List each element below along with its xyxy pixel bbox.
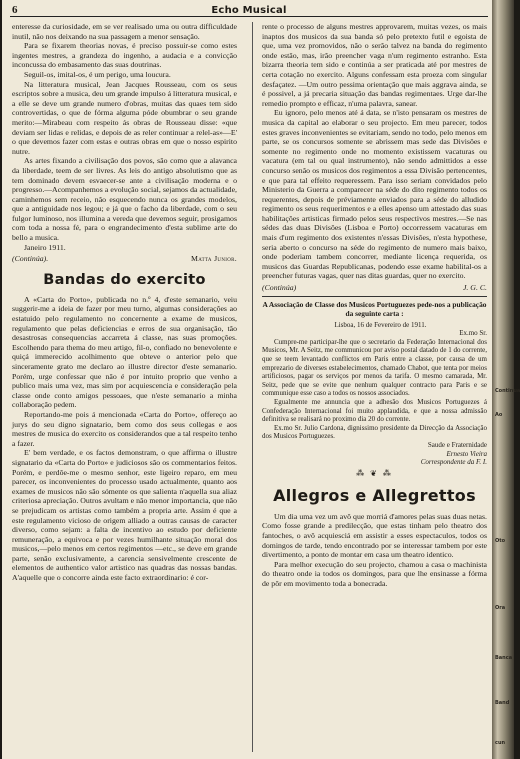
letter-signer: Ernesto Vieira (446, 449, 487, 458)
page-number: 6 (12, 4, 18, 16)
article-paragraph: Para se fixarem theorias novas, é preciso possuir-se como estes ingentes mestres, a grandeza do ingenho, a audacia e a convicção inconcussa do embasamento das suas doutrinas. (12, 41, 237, 70)
spine-text: Band (495, 700, 510, 706)
article-paragraph: Para melhor execução do seu projecto, chamou a casa o machinista do theatro onde ia todos os domingos, para que lhe ensinasse a fórma de pôr em movimento toda a bonecrada. (262, 559, 487, 588)
letter-paragraph: Egualmente me annuncia que a adhesão dos Musicos Portuguezes á Confederação Internacional foi muito applaudida, e que a nossa admissão definitiva se realisará no proximo dia 20 do corrente. (262, 397, 487, 424)
column-divider (252, 22, 253, 752)
adjacent-page-edge (492, 0, 520, 759)
continua-note: (Continúa). (12, 254, 49, 264)
article-paragraph: rente o processo de alguns mestres approvarem, muitas vezes, os mais inaptos dos musicos da sua banda só pelo pretexto futil e egoista de que, uma vez promovidos, não o serão talvez na banda do regimento onde estão, mas, irão preencher vaga n'um regimento estranho. Esta bizarra theoria tem sido e continúa a ser praticada até por mestres de certa cotação no exercito. Alguns confessam esta proeza com singular desfaçatez. —Um outro pessima orientação que mais aggrava ainda, se é possivel, a já precaria situação das bandas regimentaes. Urge dar-lhe remedio prompto e efficaz, n'uma palavra, sanear. (262, 22, 487, 108)
continua-note: (Continúa) (262, 283, 297, 293)
spine-text: Oto (495, 538, 506, 544)
spine-text: Banca (495, 655, 513, 661)
letter-paragraph: Cumpre-me participar-lhe que o secretario da Federação Internacional dos Musicos, Mr. A Seitz, me communicou por aviso postal datado de 1 do corrente, que se teem levantado conflictos em Paris entre a classe, por causa de um emprezario de diverses estabelecimentos, chamado Chabot, que tenta por meios artificiosos, pagar os serviços por menos da tarifa. O mesmo camarada, Mr. Seitz, pede que se evite que nenhum qualquer contracto para Paris e se communique esse caso a todos os nossos associados. (262, 337, 487, 398)
letter-date: Lisboa, 16 de Fevereiro de 1911. (334, 320, 427, 329)
newspaper-page (2, 0, 492, 759)
article-paragraph: Seguil-os, imital-os, é um perigo, uma loucura. (24, 69, 171, 79)
letter-closing: Saude e Fraternidade (427, 440, 487, 449)
article-paragraph: Na litteratura musical, Jean Jacques Rousseau, com os seus escriptos sobre a musica, deu um grande impulso á litteratura musical, e a elle se deve um grande numero d'obras, muitas das quaes tem sido controvertidas, o que de fórma alguma póde obumbrar o seu grande merito:—Mirabeau com respeito ás obras de Rousseau disse: «que deviam ser lidas e relidas, e depois de as reler continuar a relel-as»—E' o que devemos fazer com estas e outras obras em que o nosso espirito nutre. (12, 79, 237, 156)
letter-salutation: Ex.mo Sr. (459, 329, 487, 338)
author-initials: J. G. C. (462, 283, 487, 293)
allegros-title: Allegros e Allegrettos (273, 485, 476, 505)
bandas-title: Bandas do exercito (43, 271, 206, 288)
article-paragraph: As artes fixando a civilisação dos povos, são como que a alavanca da liberdade, teem de ser livres. As leis do antigo absolutismo que as tem dominado devem esvaecer-se ante a civilisação moderna e o progresso.—Acompanhemos a evolução social, sejamos da actualidade, caminhemos sem receio, não esquecendo nunca os grandes modelos, que a antiguidade nos legou; e já que o facho da liberdade, com o seu fulgor luminoso, nos illumina a vereda que devemos seguir, prosigamos com toda a nossa fé, para o engrandecimento d'esta sublime arte do bello a musica. (12, 156, 237, 243)
ornament-divider: ⁂ ❦ ⁂ (356, 468, 393, 478)
spine-text: Ora (495, 605, 506, 611)
article-paragraph: Eu ignoro, pelo menos até á data, se n'isto pensaram os mestres de musica da capital ao elaborar o seu projecto. Em meu parecer, todos estes graves inconvenientes se evitariam, sendo no todo, pelo menos em parte, se os concursos somente se abrissem mas sede das Divisões e somente no regimento onde no momento existissem vacaturas ou vacatura (em tal ou qual instrumento), não sendo admittidos a esse concurso senão os musicos dos regimentos a essa Divisão pertencentes, e que para tal effeito requeressem. Para isso seriam convidados pelo Ministerio da Guerra a comparecer na séde do dito regimento todos os requerentes, depois de préviamente enviados para a séde do alludido regimento os seus requerimentos e a elles apenso um attestado das suas habilitações artisticas firmado pelos seus respectivos mestres.—Se nas sédes das duas Divisões (Lisboa e Porto) occorressem vacaturas em mais d'um regimento dos existentes n'essas Divisões, n'esta hypothese, seria aberto o concurso na séde do regimento de numero mais baixo, onde poderiam tambem concorrer, mediante licença requerida, os musicos das Guardas Republicanas, podendo esse exame habilital-os a preencher futuras vagas, quer nas ditas guardas, quer no exercito. (262, 108, 487, 281)
article-signature (262, 283, 487, 293)
letter-signer-title: Correspondente da F. I. (420, 458, 487, 467)
section-rule (262, 296, 487, 297)
article-paragraph: E' bem verdade, e os factos demonstram, o que affirma o illustre signatario da «Carta do Porto» e judiciosos são os commentarios feitos. Porém, e perdôe-me o mesmo senhor, este ligeiro reparo, em meu parecer, os inconvenientes do processo usado actualmente, quanto aos exames de musicos não são sómente os que salienta n'aquella sua aliaz criteriosa apreciação. Outros avultam e não menor importancia, que não se prejudicam os artistas como também a propria arte. Assim é que a este regulamento vicioso de origem alliado a outras causas de caracter diverso, como sejam: a falta de incentivo ao estudo por deficiente remuneração, a equivoca e por vezes humilhante situação moral dos musicos,—pelo menos em certos regimentos —etc., se deve em grande parte, senão exclusivamente, a carencia sensivelmente crescente de elementos de authentico valor artistico nas quadras das nossas bandas. A'aquelle que o concorre ainda este facto extraordinario: é cor- (12, 448, 237, 583)
journal-title: Echo Musical (211, 5, 287, 16)
right-column (262, 22, 487, 588)
author-name: Matta Junior. (191, 254, 237, 264)
associacao-heading: A Associação de Classe dos Musicos Portuguezes pede-nos a publicação da seguinte carta : (262, 299, 487, 318)
article-date: Janeiro 1911. (24, 242, 66, 252)
spine-text: Ao (495, 412, 503, 418)
article-paragraph: Reportando-me pois á mencionada «Carta do Porto», offereço ao jurys do seu digno signatario, bem como dos seus collegas e aos mestres de musica do exercito os considerandos que a tal respeito tenho a fazer. (12, 409, 237, 448)
article-paragraph: A «Carta do Porto», publicada no n.º 4, d'este semanario, veiu suggerir-me a ideia de fazer por meu turno, algumas considerações ao estatuido pelo regulamento no concernente a exame de musicos, regulamento que pelas deficiencias e erros de sua organisação, tão desastrosas consequencias accarreta á classe, nas suas promoções. Escolhendo para thema do meu artigo, fil-o, confiado no benevolente e quiçá immerecido acolhimento que obteve o anterior pelo que sinceramente grato me declaro ao illustre director d'este semanario. Porém, urge confessar que não é por intuito proprio que venho a publico mais uma vez, mas sim por acquiescencia e consideração pela classe onde conto amigos pessoaes, que n'este semanario a minha collaboração pedem. (12, 294, 237, 410)
spine-text: cun (495, 740, 506, 746)
page-header (10, 4, 488, 17)
article-signature (12, 254, 237, 264)
left-column (12, 22, 237, 583)
letter-paragraph: Ex.mo Sr. Julio Cardona, dignissimo presidente da Direcção da Associação dos Musicos Portuguezes. (262, 423, 487, 441)
article-paragraph: Um dia uma vez um avô que morriá d'amores pelas suas duas netas. Como fosse grande a predilecção, que estas tinham pelo theatro dos fantoches, o avô acquiesciá em assistir a esses espectaculos, todos os domingos de tarde, tendo encontrado por se interessar tambem por este divertimento, a ponto de montar em casa um theatro identico. (262, 511, 487, 560)
spine-text: Continua (495, 388, 520, 394)
article-paragraph: enteresse da curiosidade, em se ver realisado uma ou outra difficuldade inutil, não nos deixando na sua passagem a menor sensação. (12, 22, 237, 41)
